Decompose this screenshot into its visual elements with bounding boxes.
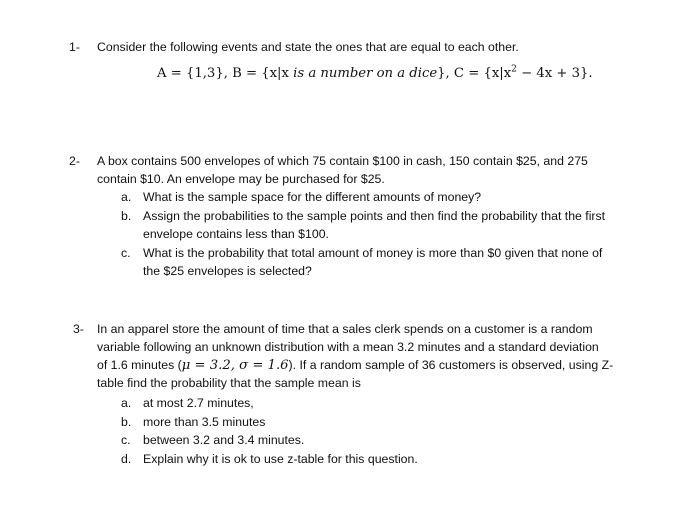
q2-number: 2- — [69, 154, 80, 168]
q1-text: Consider the following events and state the ones that are equal to each other. — [97, 40, 519, 54]
q1-eq-c-suffix: − 4x + 3}. — [516, 66, 593, 81]
q3-item-d-text: Explain why it is ok to use z-table for this question. — [143, 452, 418, 466]
q2-line2: contain $10. An envelope may be purchased for $25. — [97, 172, 385, 186]
q3-line2: variable following an unknown distribution with a mean 3.2 minutes and a standard deviation — [97, 340, 599, 354]
q3-item-c-label: c. — [121, 433, 131, 447]
q1-eq-b-italic: is a number on a dice — [293, 66, 438, 81]
q2-item-c-text-1: What is the probability that total amount of money is more than $0 given that none of — [143, 246, 603, 260]
q2-item-c-label: c. — [121, 246, 131, 260]
q2-line1: A box contains 500 envelopes of which 75 contain $100 in cash, 150 contain $25, and 275 — [97, 154, 588, 168]
q3-item-b-label: b. — [121, 415, 132, 429]
q3-item-d-label: d. — [121, 452, 132, 466]
q3-number: 3- — [73, 322, 84, 336]
q1-eq-c-sup: 2 — [511, 64, 517, 75]
q2-item-c-text-2: the $25 envelopes is selected? — [143, 264, 312, 278]
q1-eq-b-suffix: }, — [437, 66, 454, 81]
q3-item-c-text: between 3.2 and 3.4 minutes. — [143, 433, 305, 447]
q2-item-a-label: a. — [121, 190, 132, 204]
q3-line4: table find the probability that the sample mean is — [97, 376, 361, 390]
q3-line3-post: ). If a random sample of 36 customers is observed, using Z- — [288, 358, 614, 372]
q2-item-b-text-1: Assign the probabilities to the sample points and then find the probability that the first — [143, 209, 606, 223]
q3-line3-math: μ = 3.2, σ = 1.6 — [181, 358, 289, 373]
q1-eq-b-prefix: B = {x|x — [232, 66, 294, 81]
q2-item-b-text-2: envelope contains less than $100. — [143, 227, 329, 241]
q3-item-b-text: more than 3.5 minutes — [143, 415, 266, 429]
q3-item-a-text: at most 2.7 minutes, — [143, 396, 254, 410]
q1-eq-a: A = {1,3}, — [157, 66, 233, 81]
q1-number: 1- — [69, 40, 80, 54]
q2-item-b-label: b. — [121, 209, 132, 223]
q3-line3 — [97, 358, 613, 373]
q1-equation — [157, 66, 593, 81]
q3-line1: In an apparel store the amount of time that a sales clerk spends on a customer is a random — [97, 322, 593, 336]
q2-item-a-text: What is the sample space for the different amounts of money? — [143, 190, 482, 204]
q3-line3-pre: of 1.6 minutes ( — [97, 358, 182, 372]
q1-eq-c-prefix: C = {x|x — [453, 66, 512, 81]
q3-item-a-label: a. — [121, 396, 132, 410]
